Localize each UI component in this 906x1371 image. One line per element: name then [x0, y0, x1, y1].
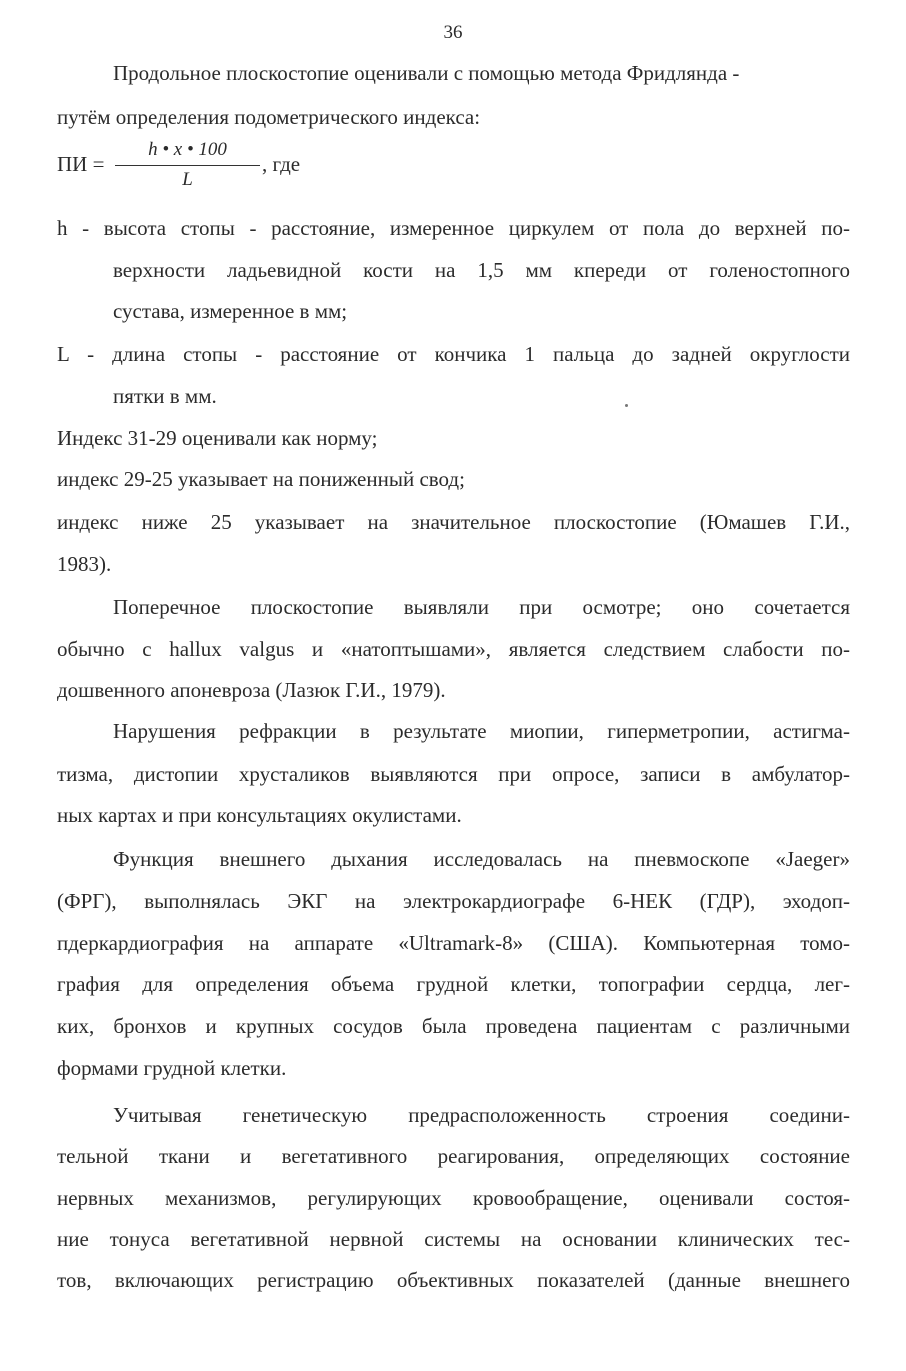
- text-line: Поперечное плоскостопие выявляли при осмотре; оно сочетается: [113, 595, 850, 619]
- fraction-bar: [115, 165, 260, 166]
- text-line: L - длина стопы - расстояние от кончика 1 пальца до задней округлости: [57, 342, 850, 366]
- formula-denominator: L: [182, 169, 193, 190]
- page-number: 36: [443, 22, 463, 43]
- text-line: Учитывая генетическую предрасположенность строения соедини-: [113, 1103, 850, 1127]
- text-line: индекс ниже 25 указывает на значительное плоскостопие (Юмашев Г.И.,: [57, 510, 850, 534]
- text-line: (ФРГ), выполнялась ЭКГ на электрокардиографе 6-НЕК (ГДР), эходоп-: [57, 889, 850, 913]
- text-line: Продольное плоскостопие оценивали с помощью метода Фридлянда -: [113, 61, 740, 85]
- text-line: дошвенного апоневроза (Лазюк Г.И., 1979).: [57, 678, 446, 702]
- formula-lhs: ПИ =: [57, 152, 105, 176]
- text-line: ких, бронхов и крупных сосудов была проведена пациентам с различными: [57, 1014, 850, 1038]
- text-line: ние тонуса вегетативной нервной системы на основании клинических тес-: [57, 1227, 850, 1251]
- text-line: графия для определения объема грудной клетки, топографии сердца, лег-: [57, 972, 850, 996]
- text-line: обычно с hallux valgus и «натоптышами», является следствием слабости по-: [57, 637, 850, 661]
- formula-numerator: h • x • 100: [148, 139, 227, 160]
- text-line: ных картах и при консультациях окулистами.: [57, 803, 462, 827]
- formula-fraction: [115, 138, 260, 192]
- text-line: 1983).: [57, 552, 112, 576]
- text-line: Нарушения рефракции в результате миопии, гиперметропии, астигма-: [113, 719, 850, 743]
- text-line: пдеркардиография на аппарате «Ultramark-8» (США). Компьютерная томо-: [57, 931, 850, 955]
- text-line: пятки в мм.: [113, 384, 217, 408]
- scan-speck: [625, 404, 628, 407]
- text-line: формами грудной клетки.: [57, 1056, 287, 1080]
- text-line: h - высота стопы - расстояние, измеренное циркулем от пола до верхней по-: [57, 216, 850, 240]
- text-line: Функция внешнего дыхания исследовалась на пневмоскопе «Jaeger»: [113, 847, 850, 871]
- text-line: Индекс 31-29 оценивали как норму;: [57, 426, 378, 450]
- text-line: путём определения подометрического индекса:: [57, 105, 481, 129]
- text-line: тов, включающих регистрацию объективных показателей (данные внешнего: [57, 1268, 850, 1292]
- text-line: тельной ткани и вегетативного реагирования, определяющих состояние: [57, 1144, 850, 1168]
- text-line: сустава, измеренное в мм;: [113, 299, 348, 323]
- text-line: верхности ладьевидной кости на 1,5 мм кпереди от голеностопного: [113, 258, 850, 282]
- text-line: нервных механизмов, регулирующих кровообращение, оценивали состоя-: [57, 1186, 850, 1210]
- text-line: тизма, дистопии хрусталиков выявляются при опросе, записи в амбулатор-: [57, 762, 850, 786]
- formula-tail: , где: [262, 152, 301, 176]
- text-line: индекс 29-25 указывает на пониженный свод;: [57, 467, 465, 491]
